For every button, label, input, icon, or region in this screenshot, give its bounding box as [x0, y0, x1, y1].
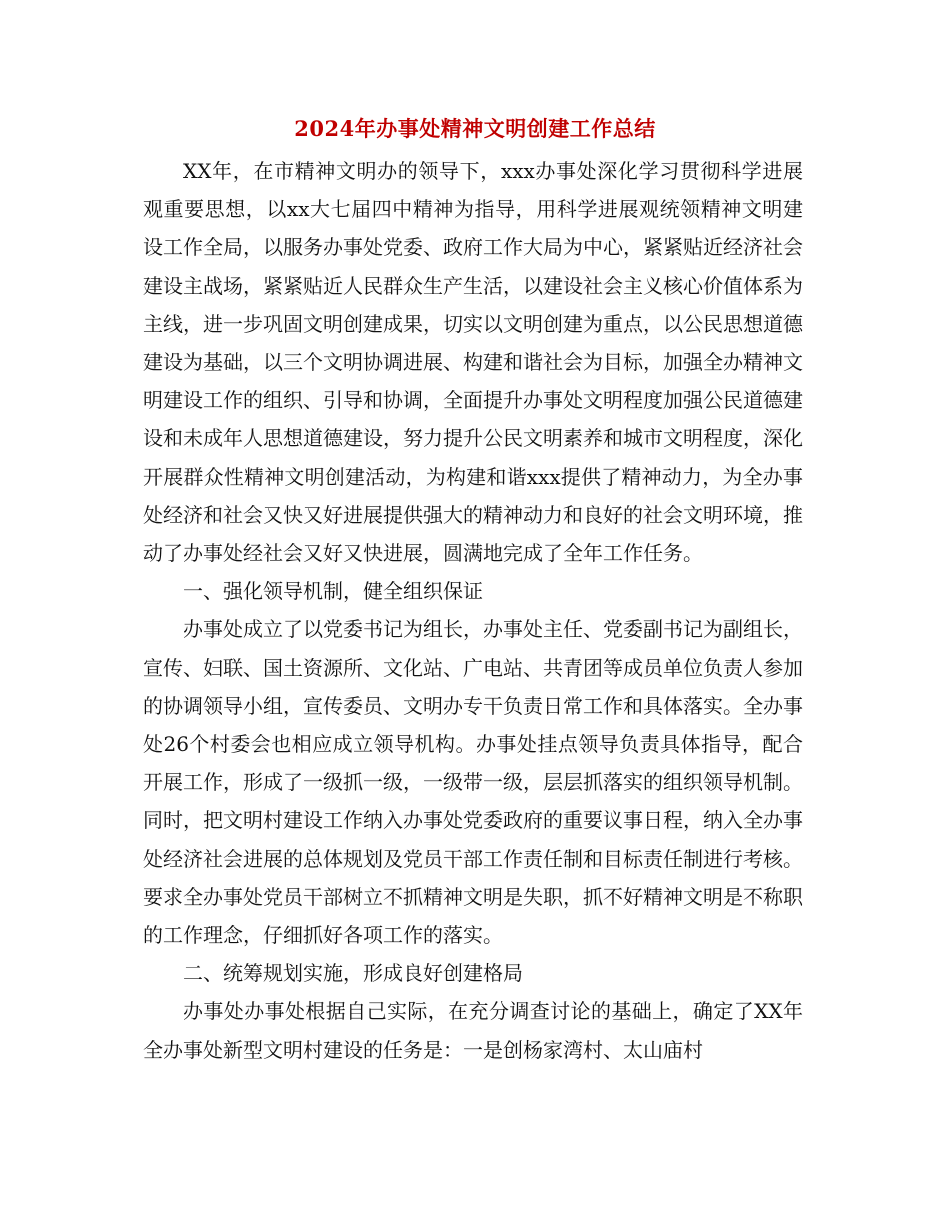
- document-title: 2024年办事处精神文明创建工作总结: [294, 116, 656, 141]
- section-heading-2: 二、统筹规划实施，形成良好创建格局: [183, 961, 523, 986]
- section-2-paragraph: 办事处办事处根据自己实际，在充分调查讨论的基础上，确定了XX年全办事处新型文明村建设的任务是：一是创杨家湾村、太山庙村: [143, 999, 803, 1062]
- section-1-paragraph: 办事处成立了以党委书记为组长，办事处主任、党委副书记为副组长，宣传、妇联、国土资源所、文化站、广电站、共青团等成员单位负责人参加的协调领导小组，宣传委员、文明办专干负责日常工作和具体落实。全办事处26个村委会也相应成立领导机构。办事处挂点领导负责具体指导，配合开展工作，形成了一级抓一级，一级带一级，层层抓落实的组织领导机制。同时，把文明村建设工作纳入办事处党委政府的重要议事日程，纳入全办事处经济社会进展的总体规划及党员干部工作责任制和目标责任制进行考核。要求全办事处党员干部树立不抓精神文明是失职，抓不好精神文明是不称职的工作理念，仔细抓好各项工作的落实。: [143, 617, 803, 948]
- intro-paragraph: XX年，在市精神文明办的领导下，xxx办事处深化学习贯彻科学进展观重要思想，以xx大七届四中精神为指导，用科学进展观统领精神文明建设工作全局，以服务办事处党委、政府工作大局为中心，紧紧贴近经济社会建设主战场，紧紧贴近人民群众生产生活，以建设社会主义核心价值体系为主线，进一步巩固文明创建成果，切实以文明创建为重点，以公民思想道德建设为基础，以三个文明协调进展、构建和谐社会为目标，加强全办精神文明建设工作的组织、引导和协调，全面提升办事处文明程度加强公民道德建设和未成年人思想道德建设，努力提升公民文明素养和城市文明程度，深化开展群众性精神文明创建活动，为构建和谐xxx提供了精神动力，为全办事处经济和社会又快又好进展提供强大的精神动力和良好的社会文明环境，推动了办事处经社会又好又快进展，圆满地完成了全年工作任务。: [143, 159, 803, 566]
- document-body: [143, 152, 803, 1069]
- section-heading-1: 一、强化领导机制，健全组织保证: [183, 579, 483, 604]
